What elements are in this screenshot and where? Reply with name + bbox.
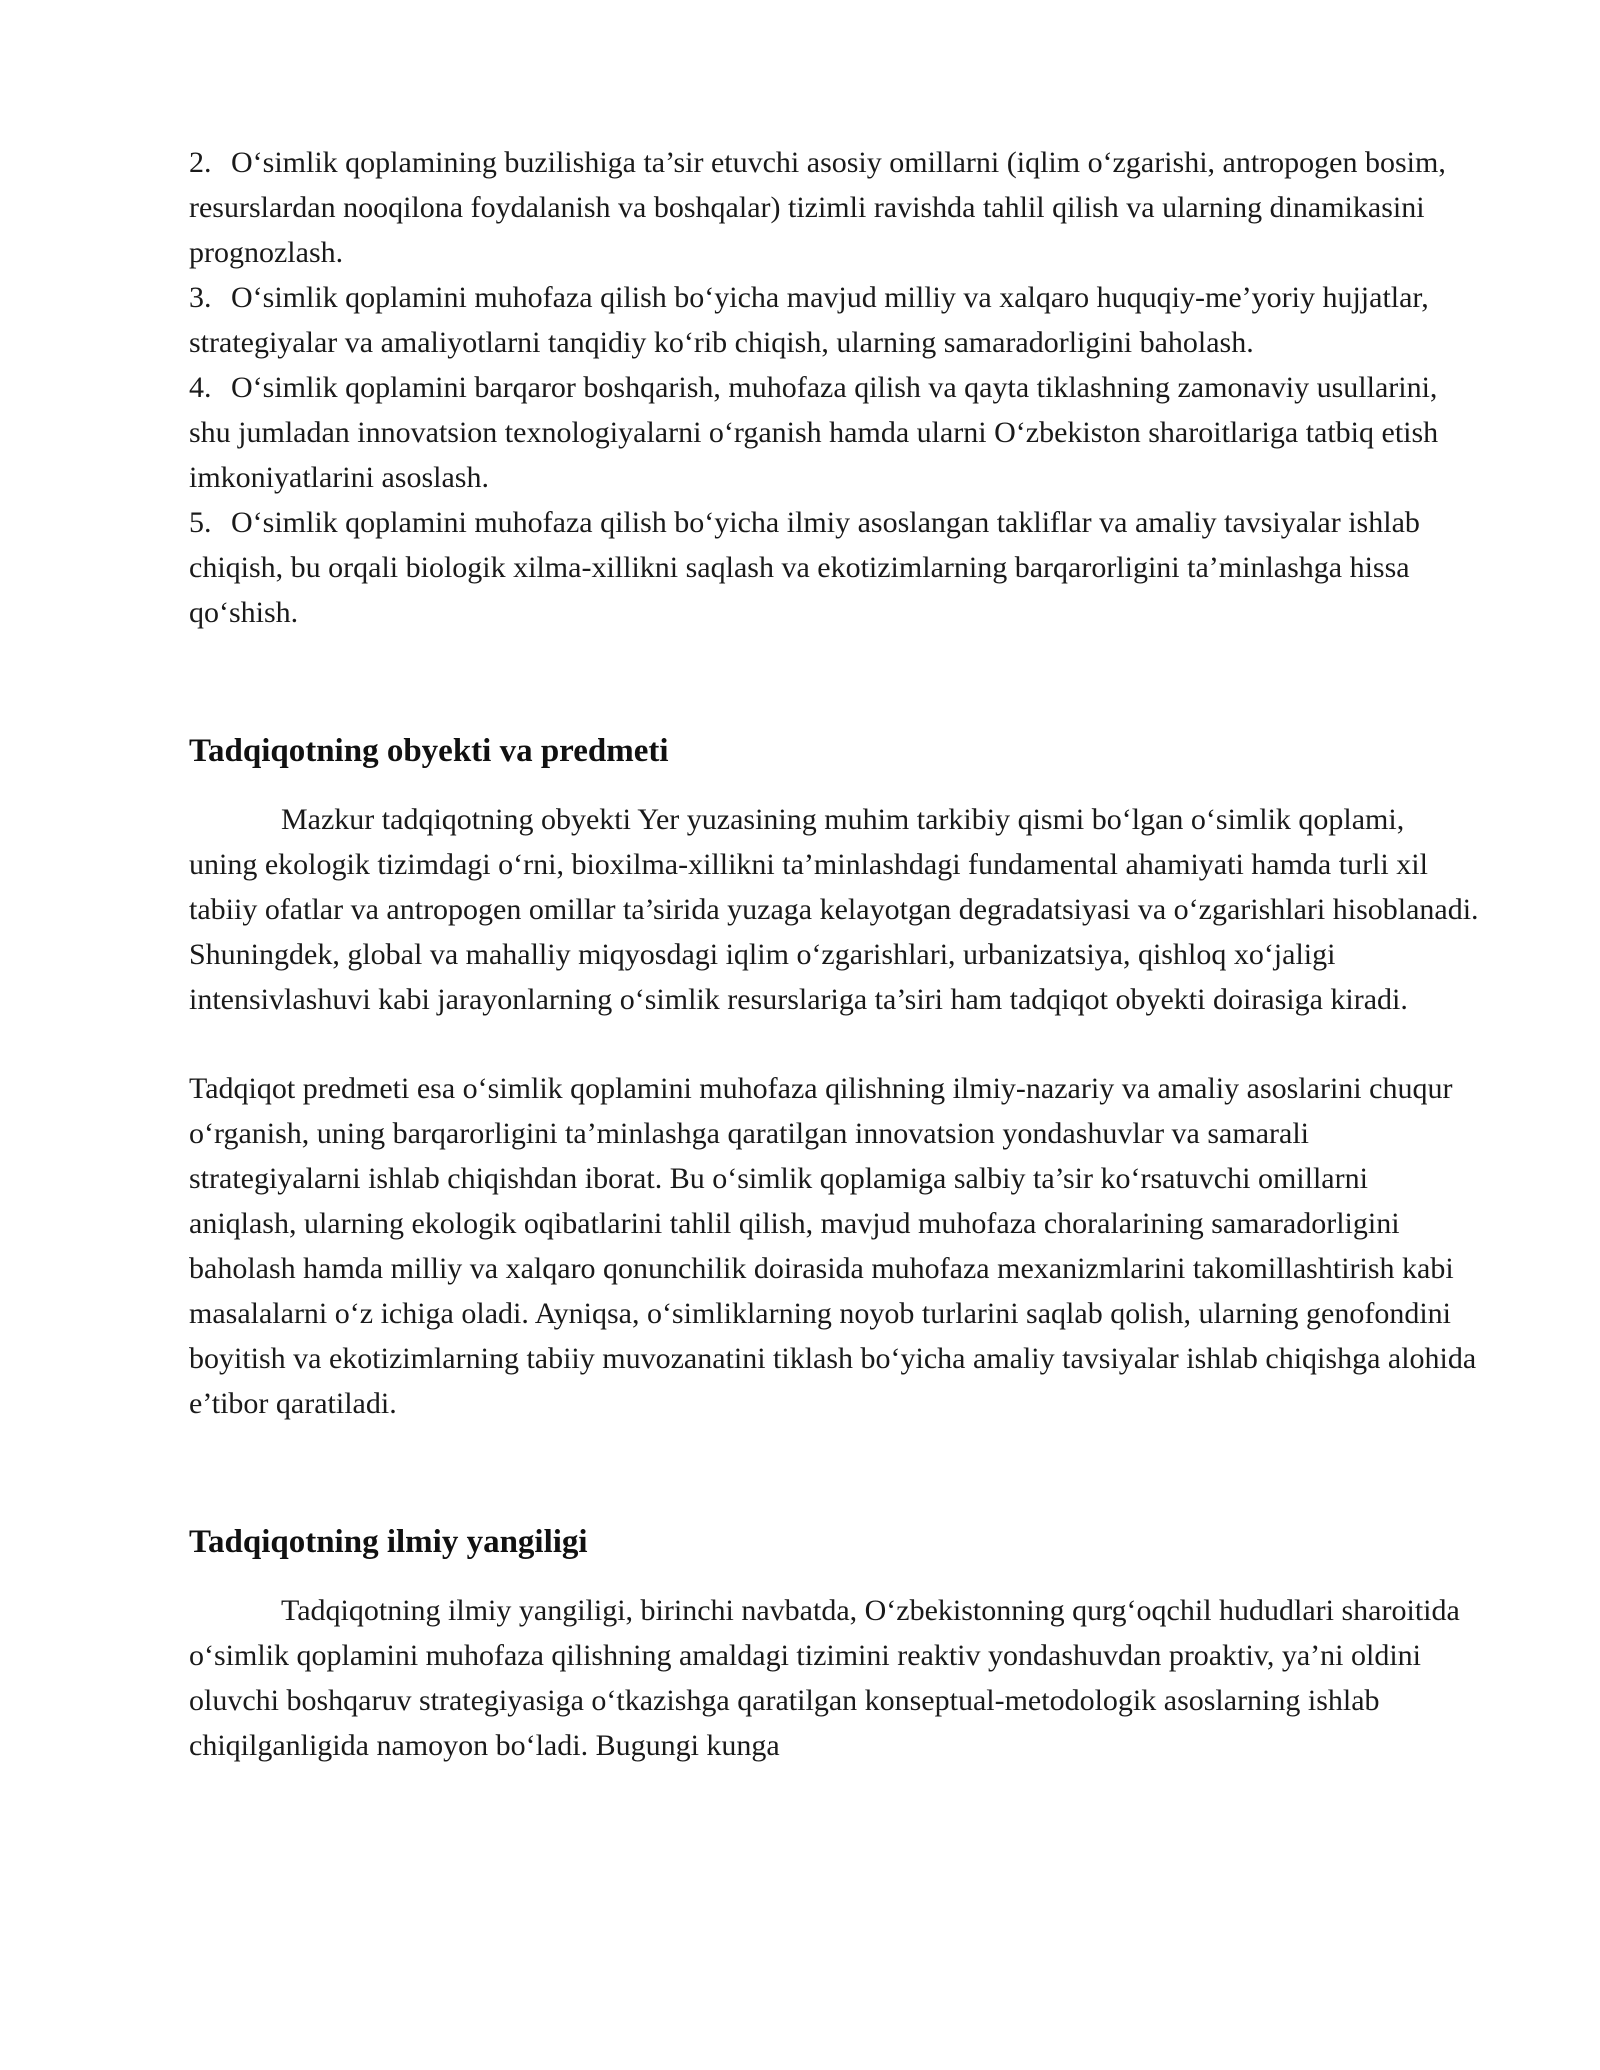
section-heading-object: Tadqiqotning obyekti va predmeti xyxy=(189,733,669,769)
spacer xyxy=(189,774,1479,797)
spacer xyxy=(189,635,1479,729)
spacer xyxy=(189,1565,1479,1588)
list-item-2 xyxy=(189,140,1479,275)
list-item-5 xyxy=(189,500,1479,635)
list-item-3 xyxy=(189,275,1479,365)
document-content xyxy=(189,140,1479,1768)
paragraph-object: Mazkur tadqiqotning obyekti Yer yuzasining muhim tarkibiy qismi bo‘lgan o‘simlik qoplami, uning ekologik tizimdagi o‘rni, bioxilma-xillikni ta’minlashdagi fundamental ahamiyati hamda turli xil tabiiy ofatlar va antropogen omillar ta’sirida yuzaga kelayotgan degradatsiyasi va o‘zgarishlari hisoblanadi. Shuningdek, global va mahalliy miqyosdagi iqlim o‘zgarishlari, urbanizatsiya, qishloq xo‘jaligi intensivlashuvi kabi jarayonlarning o‘simlik resurslariga ta’siri ham tadqiqot obyekti doirasiga kiradi. xyxy=(189,803,1479,1016)
paragraph-subject: Tadqiqot predmeti esa o‘simlik qoplamini muhofaza qilishning ilmiy-nazariy va amaliy asoslarini chuqur o‘rganish, uning barqarorligini ta’minlashga qaratilgan innovatsion yondashuvlar va samarali strategiyalarni ishlab chiqishdan iborat. Bu o‘simlik qoplamiga salbiy ta’sir ko‘rsatuvchi omillarni aniqlash, ularning ekologik oqibatlarini tahlil qilish, mavjud muhofaza choralarining samaradorligini baholash hamda milliy va xalqaro qonunchilik doirasida muhofaza mexanizmlarini takomillashtirish kabi masalalarni o‘z ichiga oladi. Ayniqsa, o‘simliklarning noyob turlarini saqlab qolish, ularning genofondini boyitish va ekotizimlarning tabiiy muvozanatini tiklash bo‘yicha amaliy tavsiyalar ishlab chiqishga alohida e’tibor qaratiladi. xyxy=(189,1072,1477,1420)
list-text: O‘simlik qoplamining buzilishiga ta’sir etuvchi asosiy omillarni (iqlim o‘zgarishi, antropogen bosim, resurslardan nooqilona foydalanish va boshqalar) tizimli ravishda tahlil qilish va ularning dinamikasini prognozlash. xyxy=(189,146,1446,269)
spacer xyxy=(189,1022,1479,1066)
list-text: O‘simlik qoplamini muhofaza qilish bo‘yicha mavjud milliy va xalqaro huquqiy-me’yoriy hujjatlar, strategiyalar va amaliyotlarni tanqidiy ko‘rib chiqish, ularning samaradorligini baholash. xyxy=(189,281,1429,359)
list-text: O‘simlik qoplamini barqaror boshqarish, muhofaza qilish va qayta tiklashning zamonaviy usullarini, shu jumladan innovatsion texnologiyalarni o‘rganish hamda ularni O‘zbekiston sharoitlariga tatbiq etish imkoniyatlarini asoslash. xyxy=(189,371,1439,494)
spacer xyxy=(189,1426,1479,1520)
section-heading-novelty: Tadqiqotning ilmiy yangiligi xyxy=(189,1524,588,1560)
list-number: 5. xyxy=(189,506,212,539)
paragraph-novelty: Tadqiqotning ilmiy yangiligi, birinchi navbatda, O‘zbekistonning qurg‘oqchil hududlari sharoitida o‘simlik qoplamini muhofaza qilishning amaldagi tizimini reaktiv yondashuvdan proaktiv, ya’ni oldini oluvchi boshqaruv strategiyasiga o‘tkazishga qaratilgan konseptual-metodologik asoslarning ishlab chiqilganligida namoyon bo‘ladi. Bugungi kunga xyxy=(189,1594,1460,1762)
list-number: 4. xyxy=(189,371,212,404)
list-number: 3. xyxy=(189,281,212,314)
list-text: O‘simlik qoplamini muhofaza qilish bo‘yicha ilmiy asoslangan takliflar va amaliy tavsiyalar ishlab chiqish, bu orqali biologik xilma-xillikni saqlash va ekotizimlarning barqarorligini ta’minlashga hissa qo‘shish. xyxy=(189,506,1420,629)
list-number: 2. xyxy=(189,146,212,179)
list-item-4 xyxy=(189,365,1479,500)
